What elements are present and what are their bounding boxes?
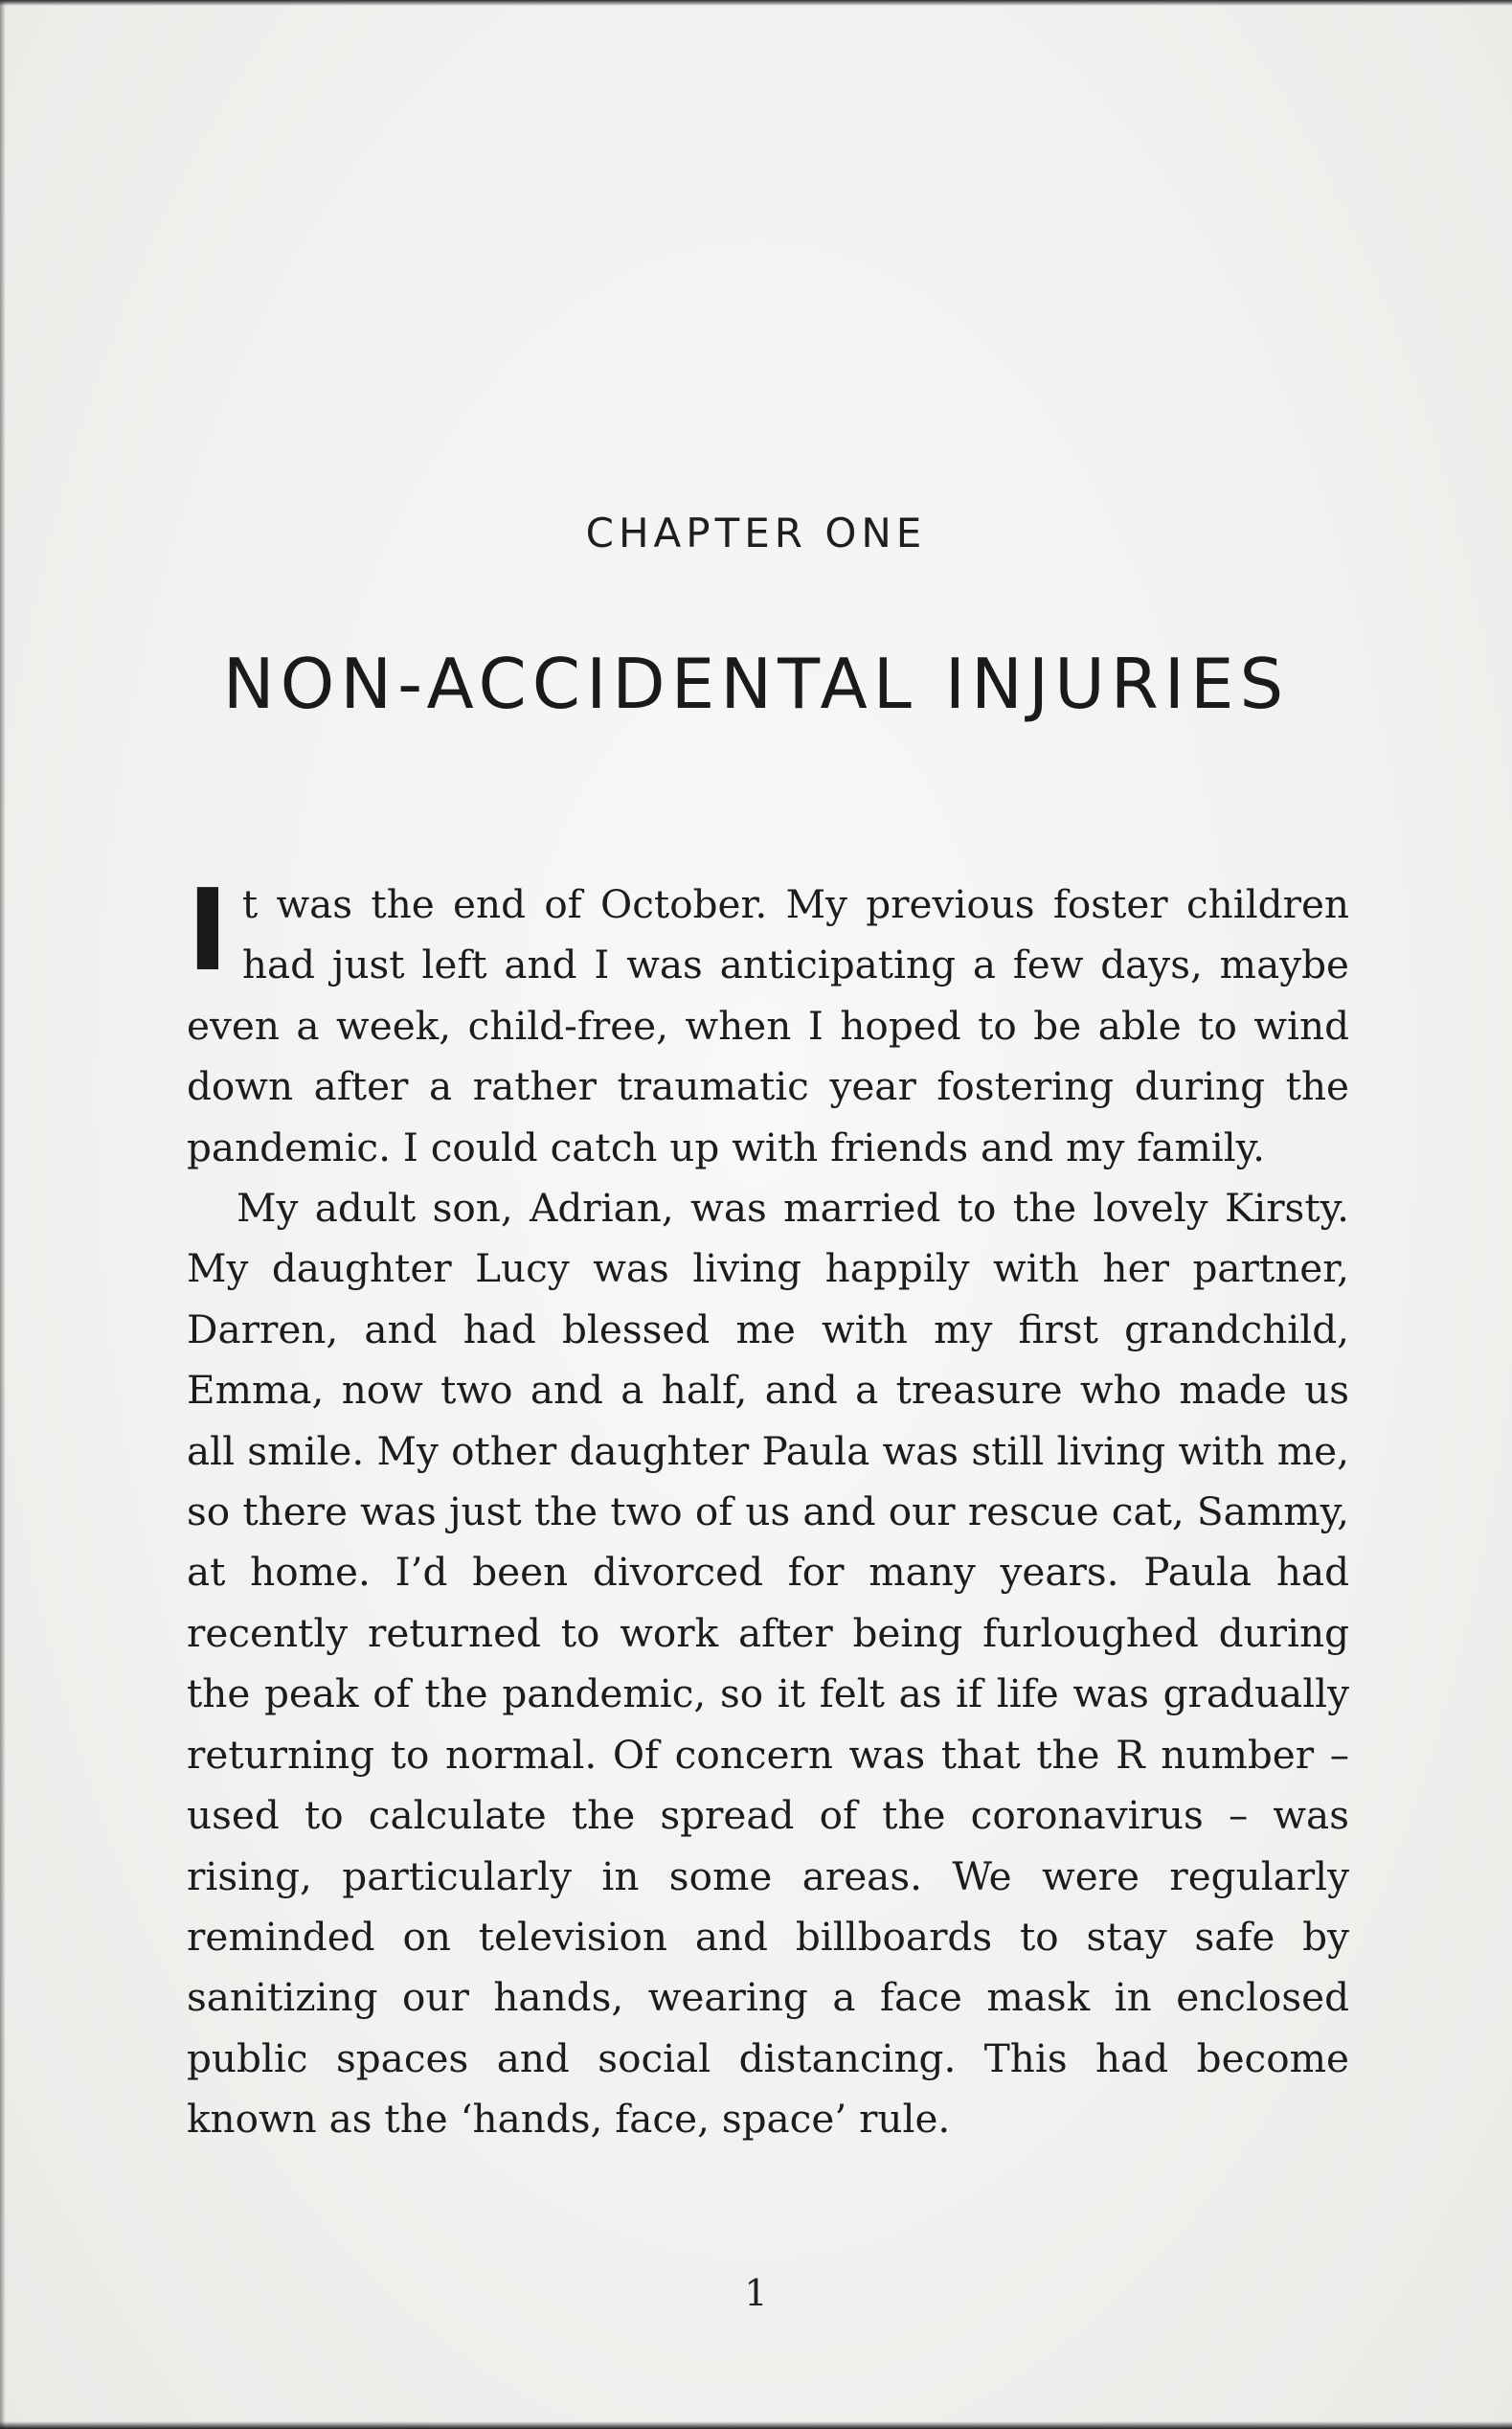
page-top-edge-shadow (0, 0, 1512, 6)
page-number: 1 (744, 2272, 768, 2314)
page-bottom-edge-shadow (0, 2421, 1512, 2429)
chapter-body-text (187, 864, 1349, 2150)
paragraph-1 (187, 864, 1349, 1178)
page-left-edge-shadow (0, 0, 6, 2429)
paragraph-1-text: t was the end of October. My previous foster children had just left and I was anticipating a few days, maybe even a week, child-free, when I hoped to be able to wind down after a rather traumatic year fostering during the pandemic. I could catch up with friends and my family. (187, 881, 1349, 1170)
drop-cap: I (187, 864, 229, 996)
chapter-title: NON-ACCIDENTAL INJURIES (222, 644, 1290, 725)
paragraph-2: My adult son, Adrian, was married to the lovely Kirsty. My daughter Lucy was living happily with her partner, Darren, and had blessed me with my first grandchild, Emma, now two and a half, and a treasure who made us all smile. My other daughter Paula was still living with me, so there was just the two of us and our rescue cat, Sammy, at home. I’d been divorced for many years. Paula had recently returned to work after being furloughed during the peak of the pandemic, so it felt as if life was gradually returning to normal. Of concern was that the R number – used to calculate the spread of the coronavirus – was rising, particularly in some areas. We were regularly reminded on television and billboards to stay safe by sanitizing our hands, wearing a face mask in enclosed public spaces and social distancing. This had become known as the ‘hands, face, space’ rule. (187, 1185, 1349, 2143)
chapter-number-heading: CHAPTER ONE (585, 510, 927, 556)
